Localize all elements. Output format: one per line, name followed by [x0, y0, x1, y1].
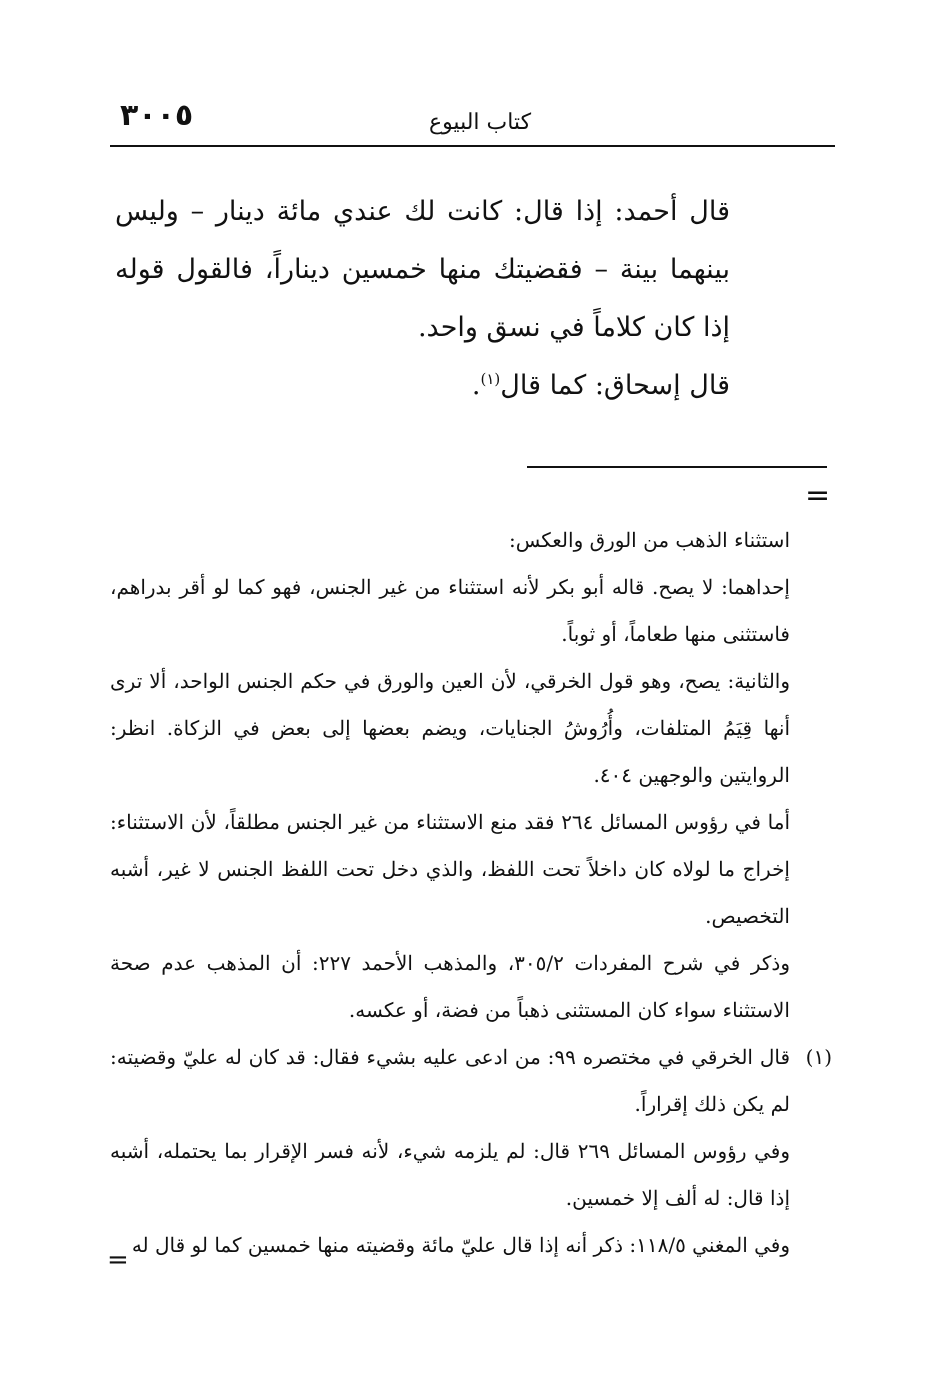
main-paragraph-ishaq [115, 357, 730, 415]
header-rule [110, 145, 835, 147]
footnote-1 [110, 1034, 832, 1269]
page-number: ٣٠٠٥ [120, 98, 194, 133]
footnote-paragraph: قال الخرقي في مختصره ٩٩: من ادعى عليه بشيء فقال: قد كان له عليّ وقضيته: لم يكن ذلك إقراراً. [110, 1045, 790, 1116]
continuation-mark: = [805, 478, 831, 513]
running-title: كتاب البيوع [428, 110, 532, 135]
footnote-paragraph: استثناء الذهب من الورق والعكس: [508, 528, 790, 552]
footnote-paragraph: والثانية: يصح، وهو قول الخرقي، لأن العين والورق في حكم الجنس الواحد، ألا ترى أنها قِيَمُ المتلفات، وأُرُوشُ الجنايات، ويضم بعضها إلى بعض في الزكاة. انظر: الروايتين والوجهين ٤٠٤. [110, 669, 790, 787]
main-paragraph-ahmad: قال أحمد: إذا قال: كانت لك عندي مائة دينار – وليس بينهما بينة – فقضيتك منها خمسين ديناراً، فالقول قوله إذا كان كلاماً في نسق واحد. [115, 196, 730, 343]
ishaq-end: . [471, 370, 481, 401]
ishaq-text: قال إسحاق: كما قال [500, 370, 730, 401]
footnote-marker[interactable]: (١) [480, 370, 501, 388]
footnote-rule [527, 466, 827, 468]
main-text [115, 183, 730, 415]
footnote-paragraph: وفي المغني ١١٨/٥: ذكر أنه إذا قال عليّ مائة وقضيته منها خمسين كما لو قال له [131, 1233, 790, 1257]
footnote-paragraph: وفي رؤوس المسائل ٢٦٩ قال: لم يلزمه شيء، لأنه فسر الإقرار بما يحتمله، أشبه إذا قال: له ألف إلا خمسين. [110, 1139, 791, 1210]
footnote-paragraph: وذكر في شرح المفردات ٣٠٥/٢، والمذهب الأحمد ٢٢٧: أن المذهب عدم صحة الاستثناء سواء كان المستثنى ذهباً من فضة، أو عكسه. [110, 951, 790, 1022]
continuation-end-mark: = [107, 1245, 129, 1275]
footnote-paragraph: أما في رؤوس المسائل ٢٦٤ فقد منع الاستثناء من غير الجنس مطلقاً، لأن الاستثناء: إخراج ما لولاه كان داخلاً تحت اللفظ، والذي دخل تحت اللفظ الجنس لا غير، أشبه التخصيص. [110, 810, 791, 928]
footnote-number: (١) [805, 1045, 832, 1069]
footnotes [110, 517, 832, 1269]
footnote-paragraph: إحداهما: لا يصح. قاله أبو بكر لأنه استثناء من غير الجنس، فهو كما لو أقر بدراهم، فاستثنى منها طعاماً، أو ثوباً. [110, 575, 790, 646]
